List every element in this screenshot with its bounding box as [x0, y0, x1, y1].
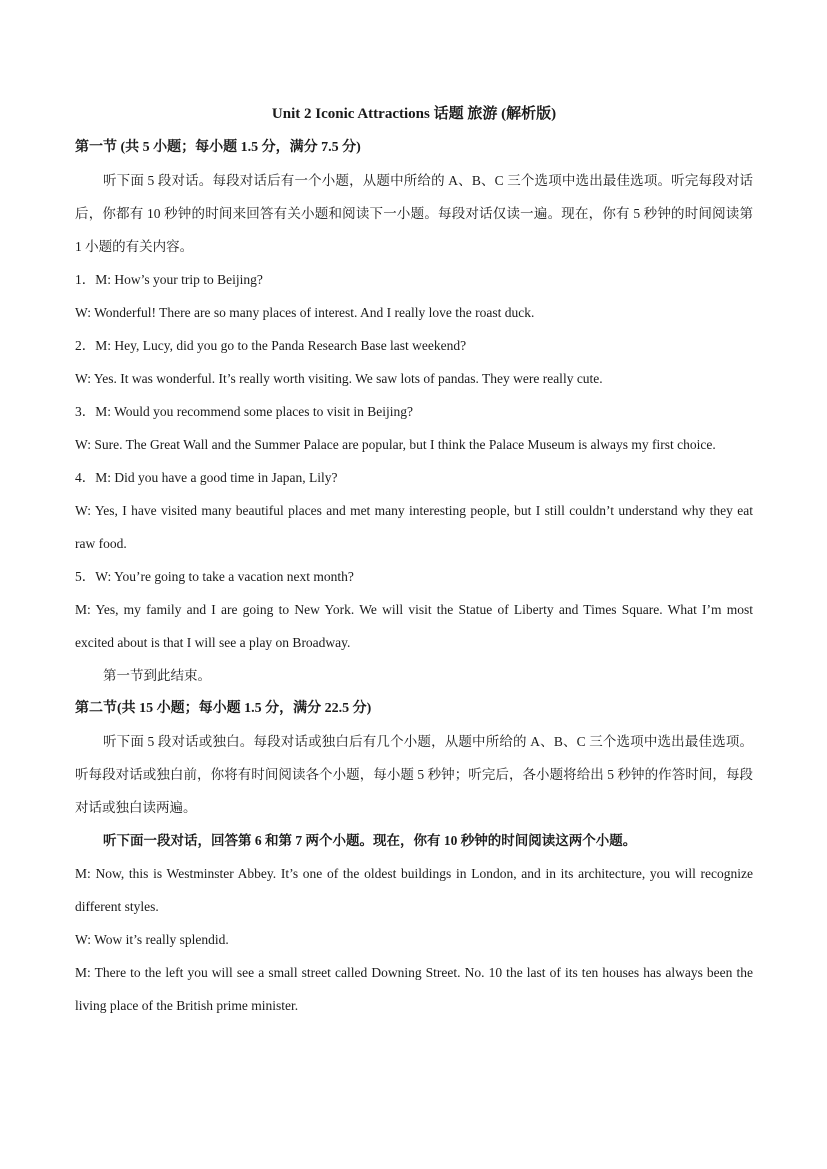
page-title: Unit 2 Iconic Attractions 话题 旅游 (解析版)	[271, 106, 557, 122]
dialogue-line: W: Yes, I have visited many beautiful places and met many interesting people, but I still couldn’t understand why they eat raw food.	[75, 503, 753, 551]
dialogue-line: W: Wow it’s really splendid.	[75, 932, 229, 947]
section2-subheading: 听下面一段对话，回答第 6 和第 7 两个小题。现在，你有 10 秒钟的时间阅读这两个小题。	[103, 833, 637, 848]
dialogue-line: 4．M: Did you have a good time in Japan, Lily?	[75, 470, 338, 485]
dialogue-line: M: Now, this is Westminster Abbey. It’s one of the oldest buildings in London, and in its architecture, you will recognize different styles.	[75, 866, 753, 914]
dialogue-line: W: Wonderful! There are so many places of interest. And I really love the roast duck.	[75, 305, 535, 320]
section1-instructions: 听下面 5 段对话。每段对话后有一个小题，从题中所给的 A、B、C 三个选项中选出最佳选项。听完每段对话后，你都有 10 秒钟的时间来回答有关小题和阅读下一小题。每段对话仅读一遍。现在，你有 5 秒钟的时间阅读第 1 小题的有关内容。	[75, 173, 753, 254]
dialogue-line: M: There to the left you will see a small street called Downing Street. No. 10 the last of its ten houses has always been the living place of the British prime minister.	[75, 965, 753, 1013]
dialogue-line: 1．M: How’s your trip to Beijing?	[75, 272, 263, 287]
section1-end: 第一节到此结束。	[103, 668, 211, 683]
dialogue-line: 5．W: You’re going to take a vacation next month?	[75, 569, 354, 584]
dialogue-line: 3．M: Would you recommend some places to visit in Beijing?	[75, 404, 413, 419]
section1-heading: 第一节 (共 5 小题；每小题 1.5 分，满分 7.5 分)	[75, 140, 361, 155]
section2-instructions: 听下面 5 段对话或独白。每段对话或独白后有几个小题，从题中所给的 A、B、C 三个选项中选出最佳选项。听每段对话或独白前，你将有时间阅读各个小题，每小题 5 秒钟；听完后，各小题将给出 5 秒钟的作答时间，每段对话或独白读两遍。	[75, 734, 753, 815]
dialogue-line: 2．M: Hey, Lucy, did you go to the Panda Research Base last weekend?	[75, 338, 467, 353]
document-page	[75, 98, 753, 1022]
dialogue-line: M: Yes, my family and I are going to New York. We will visit the Statue of Liberty and Times Square. What I’m most excited about is that I will see a play on Broadway.	[75, 602, 753, 650]
dialogue-line: W: Sure. The Great Wall and the Summer Palace are popular, but I think the Palace Museum is always my first choice.	[75, 437, 716, 452]
dialogue-line: W: Yes. It was wonderful. It’s really worth visiting. We saw lots of pandas. They were really cute.	[75, 371, 603, 386]
section2-heading: 第二节(共 15 小题；每小题 1.5 分，满分 22.5 分)	[75, 701, 372, 716]
